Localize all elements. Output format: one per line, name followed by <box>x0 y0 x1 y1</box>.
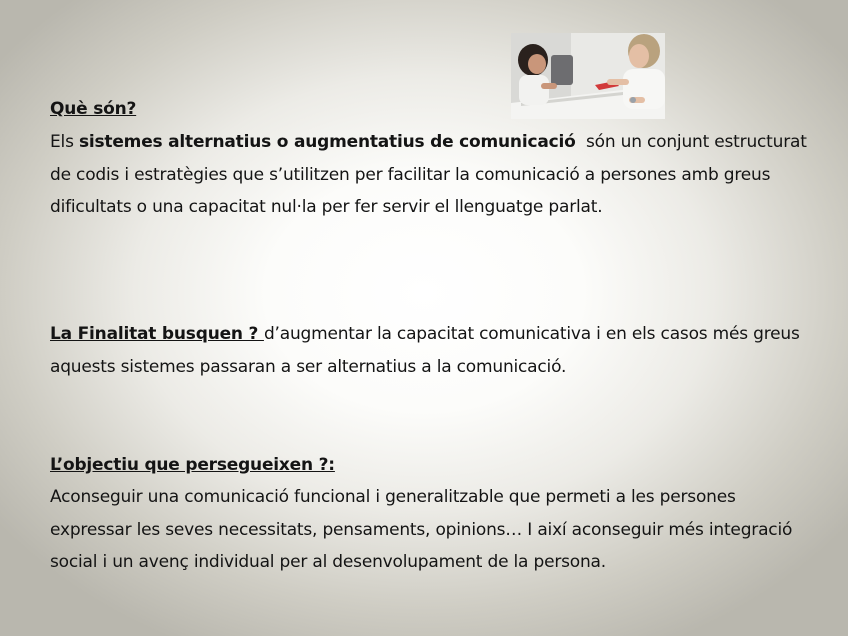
definition-body: són un conjunt estructurat de codis i estratègies que s’utilitzen per facilitar la comunicació a persones amb greus dificultats o una capacitat nul·la per fer servir el llenguatge parlat. <box>50 132 807 217</box>
section-paragraph-purpose <box>50 318 810 383</box>
section-paragraph-objective: Aconseguir una comunicació funcional i generalitzable que permeti a les persones expressar les seves necessitats, pensaments, opinions… I així aconseguir més integració social i un avenç individual per al desenvolupament de la persona. <box>50 487 793 572</box>
definition-term: sistemes alternatius o augmentatius de comunicació <box>78 132 576 152</box>
section-heading-objective: L’objectiu que persegueixen ?: <box>50 455 335 475</box>
purpose-body: d’augmentar la capacitat comunicativa i en els casos més greus aquests sistemes passaran a ser alternatius a la comunicació. <box>50 324 800 377</box>
section-paragraph-definition <box>50 126 810 224</box>
section-heading-what-are: Què són? <box>50 99 137 119</box>
section-heading-purpose: La Finalitat busquen ? <box>50 324 264 344</box>
definition-intro: Els <box>50 132 74 152</box>
